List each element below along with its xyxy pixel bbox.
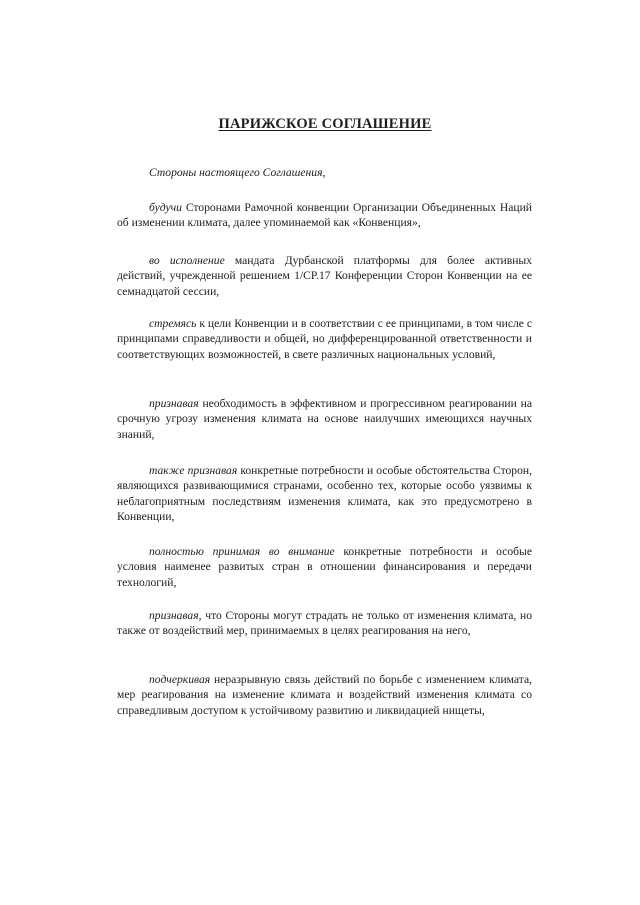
paragraph-body: необходимость в эффективном и прогрессивном реагировании на срочную угрозу изменения климата на основе наилучших имеющихся научных знаний, xyxy=(117,397,532,441)
paragraph-5 xyxy=(117,463,532,524)
preamble xyxy=(117,165,532,180)
paragraph-body: Сторонами Рамочной конвенции Организации Объединенных Наций об изменении климата, далее упоминаемой как «Конвенция», xyxy=(117,201,532,230)
paragraph-lead: во исполнение xyxy=(149,254,225,267)
paragraph-3 xyxy=(117,316,532,362)
paragraph-lead: признавая, xyxy=(149,609,202,622)
paragraph-8 xyxy=(117,672,532,718)
paragraph-lead: подчеркивая xyxy=(149,673,211,686)
paragraph-6 xyxy=(117,544,532,590)
paragraph-lead: признавая xyxy=(149,397,199,410)
paragraph-7 xyxy=(117,608,532,639)
paragraph-body: к цели Конвенции и в соответствии с ее принципами, в том числе с принципами справедливости и общей, но дифференцированной ответственности и соответствующих возможностей, в свете различных национальных условий, xyxy=(117,317,532,361)
paragraph-lead: полностью принимая во внимание xyxy=(149,545,335,558)
paragraph-body: что Стороны могут страдать не только от изменения климата, но также от воздействий мер, принимаемых в целях реагирования на него, xyxy=(117,609,532,638)
paragraph-lead: также признавая xyxy=(149,464,238,477)
paragraph-body: неразрывную связь действий по борьбе с изменением климата, мер реагирования на изменение климата и воздействий изменения климата со справедливым доступом к устойчивому развитию и ликвидацией нищеты, xyxy=(117,673,532,717)
paragraph-body: мандата Дурбанской платформы для более активных действий, учрежденной решением 1/CP.17 Конференции Сторон Конвенции на ее семнадцатой сессии, xyxy=(117,254,532,298)
preamble-text: Стороны настоящего Соглашения, xyxy=(149,166,326,179)
paragraph-body: конкретные потребности и особые обстоятельства Сторон, являющихся развивающимися странами, особенно тех, которые особо уязвимы к неблагоприятным последствиям изменения климата, как это предусмотрено в Конвенции, xyxy=(117,464,532,523)
document-title: ПАРИЖСКОЕ СОГЛАШЕНИЕ xyxy=(218,116,432,132)
paragraph-lead: стремясь xyxy=(149,317,197,330)
paragraph-4 xyxy=(117,396,532,442)
paragraph-2 xyxy=(117,253,532,299)
paragraph-1 xyxy=(117,200,532,231)
paragraph-body: конкретные потребности и особые условия наименее развитых стран в отношении финансирования и передачи технологий, xyxy=(117,545,532,589)
paragraph-lead: будучи xyxy=(149,201,182,214)
